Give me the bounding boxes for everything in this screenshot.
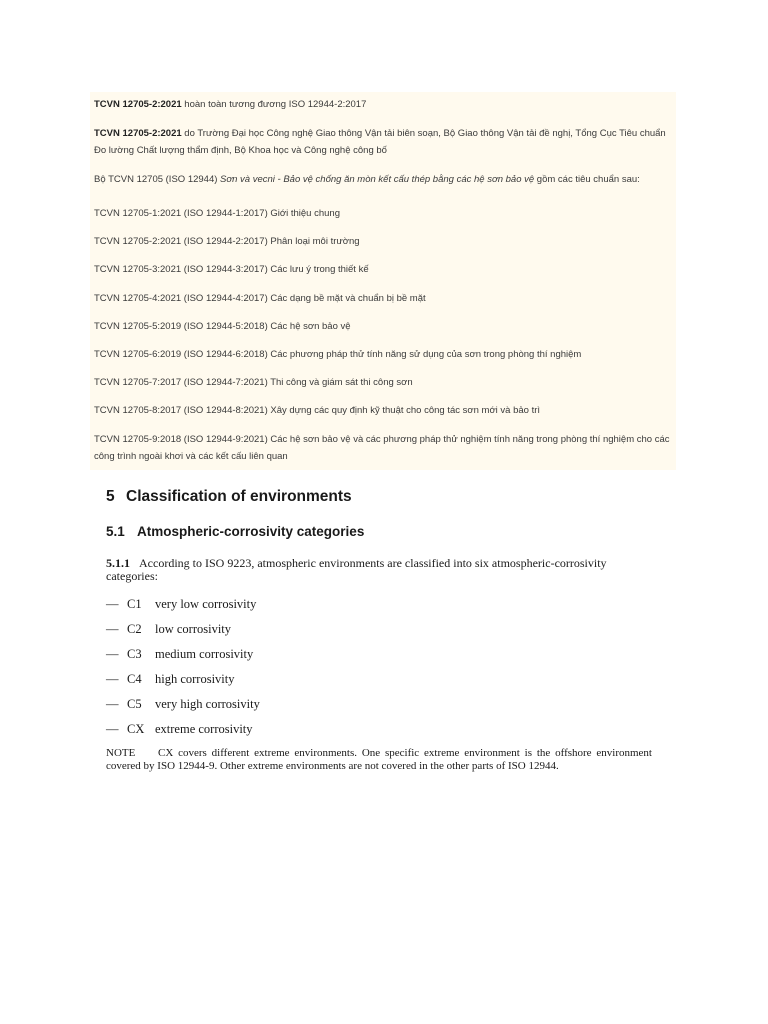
list-dash: — — [106, 672, 119, 686]
series-prefix: Bộ TCVN 12705 (ISO 12944) — [94, 174, 221, 185]
list-dash: — — [106, 722, 119, 736]
section-heading — [106, 488, 352, 506]
standard-item: TCVN 12705-5:2019 (ISO 12944-5:2018) Các hệ sơn bảo vệ — [94, 321, 351, 332]
category-description: extreme corrosivity — [155, 722, 253, 736]
category-code: C3 — [127, 647, 142, 661]
category-description: low corrosivity — [155, 622, 232, 636]
category-code: C4 — [127, 672, 142, 686]
standard-item: TCVN 12705-9:2018 (ISO 12944-9:2021) Các hệ sơn bảo vệ và các phương pháp thử nghiệm tính năng trong phòng thí nghiệm cho các công trình ngoài khơi và các kết cấu liên quan — [94, 434, 670, 462]
equivalence-text: hoàn toàn tương đương ISO 12944-2:2017 — [181, 99, 367, 110]
standard-item: TCVN 12705-1:2021 (ISO 12944-1:2017) Giới thiệu chung — [94, 208, 340, 219]
note-paragraph — [106, 747, 652, 773]
section-title: Classification of environments — [126, 488, 352, 505]
category-item — [106, 671, 260, 696]
category-item — [106, 646, 260, 671]
standard-code: TCVN 12705-2:2021 — [94, 99, 182, 110]
notice-paragraph-publisher — [94, 125, 672, 159]
standard-code: TCVN 12705-2:2021 — [94, 128, 182, 139]
series-suffix: gồm các tiêu chuẩn sau: — [534, 174, 640, 185]
notice-paragraph-equivalence — [94, 96, 672, 113]
category-item — [106, 621, 260, 646]
notice-paragraph-series — [94, 171, 672, 188]
category-description: very low corrosivity — [155, 597, 257, 611]
note-label: NOTE — [106, 747, 136, 759]
subsection-number: 5.1 — [106, 524, 125, 539]
clause-number: 5.1.1 — [106, 556, 130, 570]
category-item — [106, 696, 260, 721]
corrosivity-category-list — [106, 596, 260, 746]
category-item — [106, 721, 260, 746]
category-code: C2 — [127, 622, 142, 636]
publisher-text: do Trường Đại học Công nghệ Giao thông Vận tải biên soạn, Bộ Giao thông Vận tải đề nghị, Tổng Cục Tiêu chuẩn Đo lường Chất lượng thẩm định, Bộ Khoa học và Công nghệ công bố — [94, 128, 666, 156]
category-item — [106, 596, 260, 621]
standard-item: TCVN 12705-4:2021 (ISO 12944-4:2017) Các dạng bề mặt và chuẩn bị bề mặt — [94, 293, 426, 304]
category-code: CX — [127, 722, 145, 736]
standard-item: TCVN 12705-6:2019 (ISO 12944-6:2018) Các phương pháp thử tính năng sử dụng của sơn trong phòng thí nghiệm — [94, 349, 582, 360]
note-text: CX covers different extreme environments. One specific extreme environment is the offshore environment covered by ISO 12944-9. Other extreme environments are not covered in the other parts of ISO 12944. — [106, 747, 652, 772]
standard-item: TCVN 12705-3:2021 (ISO 12944-3:2017) Các lưu ý trong thiết kế — [94, 264, 369, 275]
category-code: C1 — [127, 597, 142, 611]
list-dash: — — [106, 647, 119, 661]
clause-paragraph — [106, 557, 652, 583]
clause-text: According to ISO 9223, atmospheric environments are classified into six atmospheric-corrosivity categories: — [106, 556, 607, 583]
list-dash: — — [106, 622, 119, 636]
standard-item: TCVN 12705-8:2017 (ISO 12944-8:2021) Xây dựng các quy định kỹ thuật cho công tác sơn mới và bảo trì — [94, 405, 541, 416]
list-dash: — — [106, 697, 119, 711]
category-description: very high corrosivity — [155, 697, 260, 711]
list-dash: — — [106, 597, 119, 611]
category-description: medium corrosivity — [155, 647, 254, 661]
series-title: Sơn và vecni - Bảo vệ chống ăn mòn kết cấu thép bằng các hệ sơn bảo vệ — [220, 174, 535, 185]
category-description: high corrosivity — [155, 672, 235, 686]
section-number: 5 — [106, 488, 115, 505]
subsection-heading — [106, 524, 364, 539]
category-code: C5 — [127, 697, 142, 711]
subsection-title: Atmospheric-corrosivity categories — [137, 524, 365, 539]
standard-item: TCVN 12705-2:2021 (ISO 12944-2:2017) Phân loại môi trường — [94, 236, 360, 247]
standard-item: TCVN 12705-7:2017 (ISO 12944-7:2021) Thi công và giám sát thi công sơn — [94, 377, 413, 388]
